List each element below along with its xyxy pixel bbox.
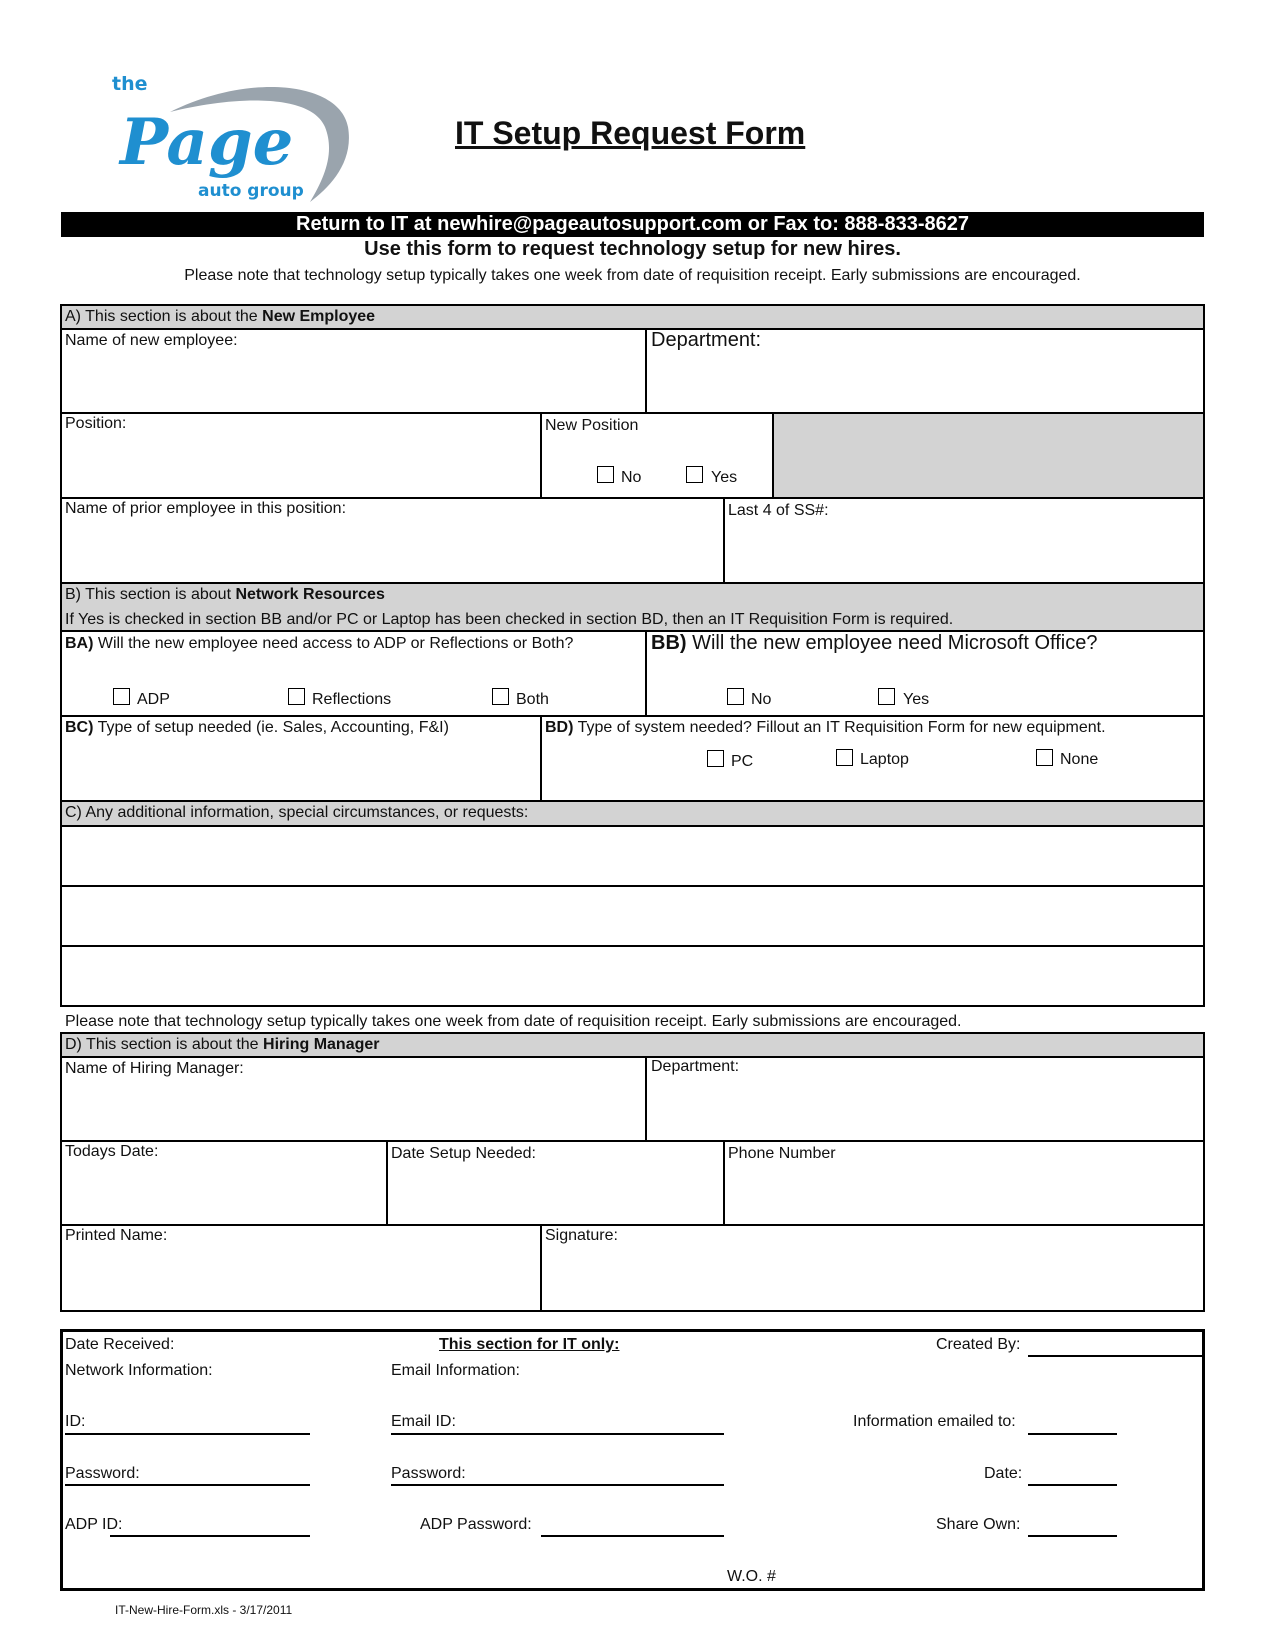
bd-pc-label: PC bbox=[731, 753, 754, 770]
bd-none-checkbox[interactable] bbox=[1036, 749, 1053, 766]
signature-field[interactable]: Signature: bbox=[545, 1227, 618, 1244]
section-c-header: C) Any additional information, special circumstances, or requests: bbox=[65, 804, 529, 821]
bd-question: BD) Type of system needed? Fillout an IT Requisition Form for new equipment. bbox=[545, 719, 1106, 736]
share-own-line[interactable] bbox=[1028, 1535, 1117, 1537]
bc-question[interactable]: BC) Type of setup needed (ie. Sales, Accounting, F&I) bbox=[65, 719, 449, 736]
adp-id-label: ADP ID: bbox=[65, 1516, 123, 1533]
form-subheading: Use this form to request technology setup for new hires. bbox=[364, 238, 901, 260]
new-employee-name-field[interactable]: Name of new employee: bbox=[65, 332, 238, 349]
section-d-header: D) This section is about the Hiring Manager bbox=[65, 1036, 380, 1053]
bd-laptop-label: Laptop bbox=[860, 751, 909, 768]
ba-question: BA) Will the new employee need access to ADP or Reflections or Both? bbox=[65, 635, 574, 652]
email-password-line[interactable] bbox=[391, 1484, 724, 1486]
email-password-label: Password: bbox=[391, 1465, 466, 1482]
company-logo bbox=[110, 72, 360, 212]
network-info-label: Network Information: bbox=[65, 1362, 213, 1379]
adp-id-line[interactable] bbox=[110, 1535, 310, 1537]
ba-reflections-checkbox[interactable] bbox=[288, 688, 305, 705]
adp-password-label: ADP Password: bbox=[420, 1516, 532, 1533]
date-received-label: Date Received: bbox=[65, 1336, 175, 1353]
logo-auto-group: auto group bbox=[198, 181, 304, 201]
date-label: Date: bbox=[984, 1465, 1023, 1482]
ba-adp-label: ADP bbox=[137, 691, 170, 708]
section-b-requirement-note: If Yes is checked in section BB and/or PC or Laptop has been checked in section BD, then an IT Requisition Form is required. bbox=[65, 611, 954, 628]
created-by-line[interactable] bbox=[1028, 1355, 1203, 1357]
bb-no-label: No bbox=[751, 691, 772, 708]
adp-password-line[interactable] bbox=[541, 1535, 724, 1537]
email-id-line[interactable] bbox=[391, 1433, 724, 1435]
todays-date-field[interactable]: Todays Date: bbox=[65, 1143, 159, 1160]
printed-name-field[interactable]: Printed Name: bbox=[65, 1227, 168, 1244]
info-emailed-to-line[interactable] bbox=[1028, 1433, 1117, 1435]
logo-page: Page bbox=[120, 105, 294, 180]
additional-info-line-3[interactable] bbox=[62, 947, 1203, 1005]
email-info-label: Email Information: bbox=[391, 1362, 520, 1379]
processing-note-2: Please note that technology setup typically takes one week from date of requisition receipt. Early submissions are encouraged. bbox=[65, 1013, 962, 1030]
info-emailed-to-label: Information emailed to: bbox=[853, 1413, 1016, 1430]
share-own-label: Share Own: bbox=[936, 1516, 1021, 1533]
new-position-yes-checkbox[interactable] bbox=[686, 466, 703, 483]
logo-the: the bbox=[112, 73, 148, 95]
processing-note: Please note that technology setup typically takes one week from date of requisition receipt. Early submissions are encouraged. bbox=[184, 267, 1081, 284]
it-only-box bbox=[60, 1329, 1205, 1591]
work-order-label: W.O. # bbox=[727, 1568, 776, 1585]
section-a-header: A) This section is about the New Employee bbox=[65, 308, 376, 325]
network-password-line[interactable] bbox=[65, 1484, 310, 1486]
new-position-no-checkbox[interactable] bbox=[597, 466, 614, 483]
ba-both-checkbox[interactable] bbox=[492, 688, 509, 705]
ba-adp-checkbox[interactable] bbox=[113, 688, 130, 705]
it-only-title: This section for IT only: bbox=[439, 1336, 620, 1353]
network-password-label: Password: bbox=[65, 1465, 140, 1482]
additional-info-line-2[interactable] bbox=[62, 887, 1203, 945]
bb-yes-checkbox[interactable] bbox=[878, 688, 895, 705]
hiring-manager-department-field[interactable]: Department: bbox=[651, 1058, 740, 1075]
new-position-no-label: No bbox=[621, 469, 642, 486]
hiring-manager-name-field[interactable]: Name of Hiring Manager: bbox=[65, 1060, 244, 1077]
bd-pc-checkbox[interactable] bbox=[707, 750, 724, 767]
return-instructions-bar: Return to IT at newhire@pageautosupport.com or Fax to: 888-833-8627 bbox=[61, 212, 1204, 237]
position-field[interactable]: Position: bbox=[65, 415, 127, 432]
additional-info-line-1[interactable] bbox=[62, 827, 1203, 885]
ss-last4-field[interactable]: Last 4 of SS#: bbox=[728, 502, 829, 519]
bb-no-checkbox[interactable] bbox=[727, 688, 744, 705]
logo-graphic bbox=[110, 72, 360, 212]
email-id-label: Email ID: bbox=[391, 1413, 456, 1430]
ba-reflections-label: Reflections bbox=[312, 691, 392, 708]
date-setup-needed-field[interactable]: Date Setup Needed: bbox=[391, 1145, 536, 1162]
network-id-line[interactable] bbox=[65, 1433, 310, 1435]
created-by-label: Created By: bbox=[936, 1336, 1021, 1353]
bb-yes-label: Yes bbox=[903, 691, 930, 708]
ba-both-label: Both bbox=[516, 691, 549, 708]
new-position-yes-label: Yes bbox=[711, 469, 738, 486]
new-position-label: New Position bbox=[545, 417, 639, 434]
bd-laptop-checkbox[interactable] bbox=[836, 749, 853, 766]
file-footer: IT-New-Hire-Form.xls - 3/17/2011 bbox=[115, 1603, 293, 1617]
phone-number-field[interactable]: Phone Number bbox=[728, 1145, 836, 1162]
bd-none-label: None bbox=[1060, 751, 1099, 768]
prior-employee-field[interactable]: Name of prior employee in this position: bbox=[65, 500, 347, 517]
bb-question: BB) Will the new employee need Microsoft Office? bbox=[651, 632, 1098, 654]
section-b-header: B) This section is about Network Resources bbox=[65, 586, 385, 603]
department-field[interactable]: Department: bbox=[651, 329, 762, 351]
date-line[interactable] bbox=[1028, 1484, 1117, 1486]
network-id-label: ID: bbox=[65, 1413, 86, 1430]
form-title: IT Setup Request Form bbox=[455, 115, 806, 151]
